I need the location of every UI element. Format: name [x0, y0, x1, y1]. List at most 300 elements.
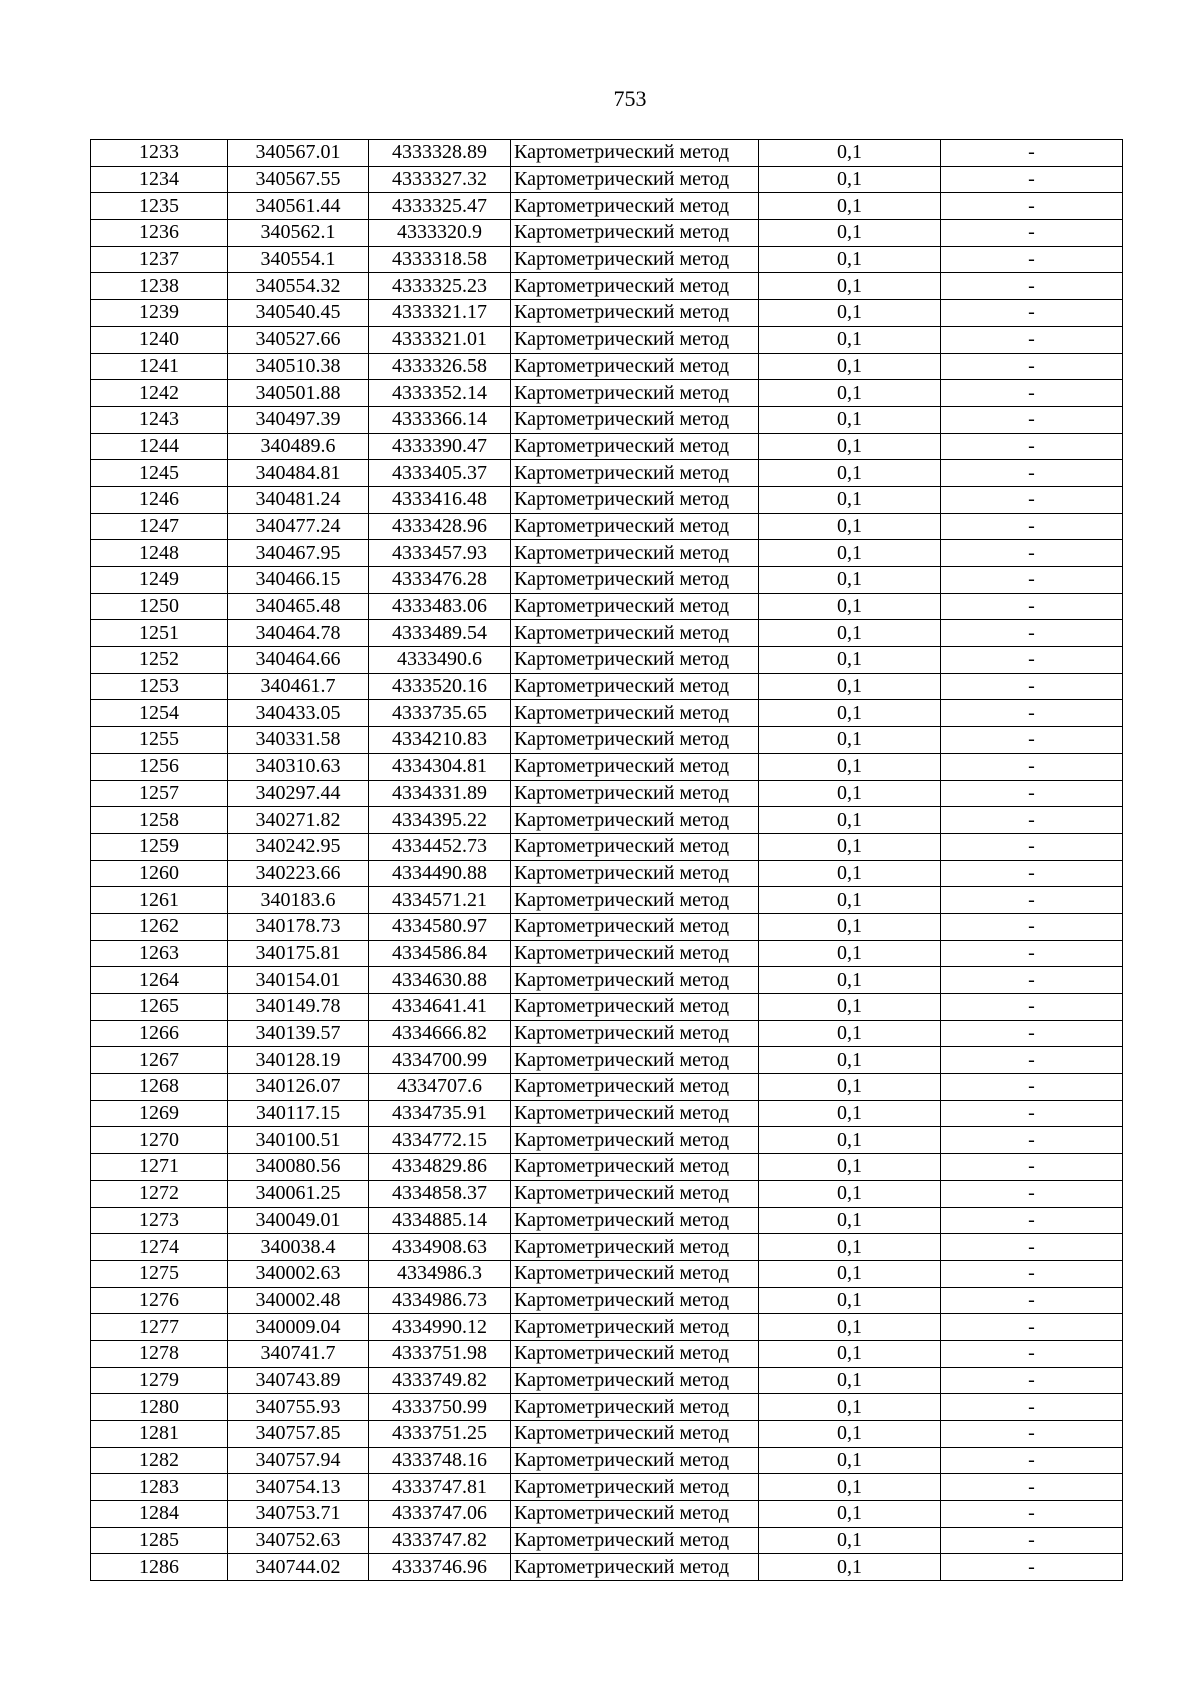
note-cell: -	[941, 887, 1123, 914]
accuracy-cell: 0,1	[759, 1127, 941, 1154]
accuracy-cell: 0,1	[759, 460, 941, 487]
x-coordinate-cell: 340757.94	[228, 1447, 369, 1474]
x-coordinate-cell: 340497.39	[228, 406, 369, 433]
y-coordinate-cell: 4333416.48	[369, 486, 511, 513]
table-row	[91, 300, 1123, 327]
table-row	[91, 273, 1123, 300]
table-row	[91, 994, 1123, 1021]
method-cell: Картометрический метод	[511, 967, 759, 994]
accuracy-cell: 0,1	[759, 140, 941, 167]
method-cell: Картометрический метод	[511, 727, 759, 754]
point-number-cell: 1283	[91, 1474, 228, 1501]
table-row	[91, 1180, 1123, 1207]
y-coordinate-cell: 4334908.63	[369, 1234, 511, 1261]
y-coordinate-cell: 4333428.96	[369, 513, 511, 540]
method-cell: Картометрический метод	[511, 326, 759, 353]
accuracy-cell: 0,1	[759, 1394, 941, 1421]
x-coordinate-cell: 340149.78	[228, 994, 369, 1021]
table-row	[91, 780, 1123, 807]
point-number-cell: 1243	[91, 406, 228, 433]
table-row	[91, 1527, 1123, 1554]
method-cell: Картометрический метод	[511, 1367, 759, 1394]
note-cell: -	[941, 673, 1123, 700]
point-number-cell: 1268	[91, 1074, 228, 1101]
table-row	[91, 1340, 1123, 1367]
point-number-cell: 1273	[91, 1207, 228, 1234]
table-row	[91, 1554, 1123, 1581]
note-cell: -	[941, 727, 1123, 754]
table-row	[91, 460, 1123, 487]
point-number-cell: 1285	[91, 1527, 228, 1554]
table-row	[91, 1207, 1123, 1234]
x-coordinate-cell: 340271.82	[228, 807, 369, 834]
table-row	[91, 540, 1123, 567]
y-coordinate-cell: 4333751.25	[369, 1421, 511, 1448]
method-cell: Картометрический метод	[511, 1234, 759, 1261]
accuracy-cell: 0,1	[759, 1474, 941, 1501]
table-row	[91, 1421, 1123, 1448]
note-cell: -	[941, 193, 1123, 220]
y-coordinate-cell: 4333746.96	[369, 1554, 511, 1581]
table-row	[91, 193, 1123, 220]
x-coordinate-cell: 340310.63	[228, 753, 369, 780]
accuracy-cell: 0,1	[759, 1421, 941, 1448]
table-row	[91, 140, 1123, 167]
table-row	[91, 1100, 1123, 1127]
accuracy-cell: 0,1	[759, 433, 941, 460]
method-cell: Картометрический метод	[511, 1527, 759, 1554]
note-cell: -	[941, 326, 1123, 353]
note-cell: -	[941, 1287, 1123, 1314]
accuracy-cell: 0,1	[759, 887, 941, 914]
accuracy-cell: 0,1	[759, 406, 941, 433]
table-row	[91, 513, 1123, 540]
point-number-cell: 1270	[91, 1127, 228, 1154]
x-coordinate-cell: 340753.71	[228, 1501, 369, 1528]
method-cell: Картометрический метод	[511, 1340, 759, 1367]
y-coordinate-cell: 4333321.17	[369, 300, 511, 327]
note-cell: -	[941, 807, 1123, 834]
note-cell: -	[941, 994, 1123, 1021]
table-row	[91, 326, 1123, 353]
point-number-cell: 1265	[91, 994, 228, 1021]
note-cell: -	[941, 860, 1123, 887]
point-number-cell: 1249	[91, 567, 228, 594]
table-row	[91, 913, 1123, 940]
method-cell: Картометрический метод	[511, 860, 759, 887]
y-coordinate-cell: 4333366.14	[369, 406, 511, 433]
point-number-cell: 1266	[91, 1020, 228, 1047]
point-number-cell: 1278	[91, 1340, 228, 1367]
note-cell: -	[941, 166, 1123, 193]
point-number-cell: 1251	[91, 620, 228, 647]
point-number-cell: 1260	[91, 860, 228, 887]
method-cell: Картометрический метод	[511, 380, 759, 407]
point-number-cell: 1264	[91, 967, 228, 994]
y-coordinate-cell: 4333325.47	[369, 193, 511, 220]
accuracy-cell: 0,1	[759, 860, 941, 887]
point-number-cell: 1279	[91, 1367, 228, 1394]
x-coordinate-cell: 340561.44	[228, 193, 369, 220]
y-coordinate-cell: 4334707.6	[369, 1074, 511, 1101]
table-row	[91, 353, 1123, 380]
method-cell: Картометрический метод	[511, 940, 759, 967]
x-coordinate-cell: 340002.63	[228, 1260, 369, 1287]
table-row	[91, 1260, 1123, 1287]
point-number-cell: 1276	[91, 1287, 228, 1314]
note-cell: -	[941, 700, 1123, 727]
method-cell: Картометрический метод	[511, 1127, 759, 1154]
table-row	[91, 753, 1123, 780]
y-coordinate-cell: 4334452.73	[369, 833, 511, 860]
method-cell: Картометрический метод	[511, 887, 759, 914]
x-coordinate-cell: 340002.48	[228, 1287, 369, 1314]
y-coordinate-cell: 4333735.65	[369, 700, 511, 727]
accuracy-cell: 0,1	[759, 353, 941, 380]
table-row	[91, 1367, 1123, 1394]
y-coordinate-cell: 4333490.6	[369, 647, 511, 674]
x-coordinate-cell: 340242.95	[228, 833, 369, 860]
note-cell: -	[941, 380, 1123, 407]
note-cell: -	[941, 1100, 1123, 1127]
x-coordinate-cell: 340297.44	[228, 780, 369, 807]
note-cell: -	[941, 486, 1123, 513]
note-cell: -	[941, 353, 1123, 380]
accuracy-cell: 0,1	[759, 1154, 941, 1181]
y-coordinate-cell: 4333457.93	[369, 540, 511, 567]
method-cell: Картометрический метод	[511, 460, 759, 487]
accuracy-cell: 0,1	[759, 620, 941, 647]
point-number-cell: 1236	[91, 220, 228, 247]
table-row	[91, 1154, 1123, 1181]
accuracy-cell: 0,1	[759, 220, 941, 247]
note-cell: -	[941, 273, 1123, 300]
table-row	[91, 1234, 1123, 1261]
page-number: 753	[613, 86, 647, 111]
y-coordinate-cell: 4333352.14	[369, 380, 511, 407]
note-cell: -	[941, 1074, 1123, 1101]
table-row	[91, 1047, 1123, 1074]
table-row	[91, 246, 1123, 273]
accuracy-cell: 0,1	[759, 967, 941, 994]
x-coordinate-cell: 340128.19	[228, 1047, 369, 1074]
y-coordinate-cell: 4333321.01	[369, 326, 511, 353]
y-coordinate-cell: 4334586.84	[369, 940, 511, 967]
x-coordinate-cell: 340178.73	[228, 913, 369, 940]
table-row	[91, 220, 1123, 247]
accuracy-cell: 0,1	[759, 1180, 941, 1207]
accuracy-cell: 0,1	[759, 486, 941, 513]
accuracy-cell: 0,1	[759, 1501, 941, 1528]
x-coordinate-cell: 340755.93	[228, 1394, 369, 1421]
accuracy-cell: 0,1	[759, 166, 941, 193]
point-number-cell: 1286	[91, 1554, 228, 1581]
table-row	[91, 700, 1123, 727]
table-row	[91, 620, 1123, 647]
point-number-cell: 1247	[91, 513, 228, 540]
point-number-cell: 1256	[91, 753, 228, 780]
x-coordinate-cell: 340752.63	[228, 1527, 369, 1554]
table-row	[91, 486, 1123, 513]
table-row	[91, 1074, 1123, 1101]
y-coordinate-cell: 4334630.88	[369, 967, 511, 994]
accuracy-cell: 0,1	[759, 833, 941, 860]
note-cell: -	[941, 1554, 1123, 1581]
x-coordinate-cell: 340464.78	[228, 620, 369, 647]
accuracy-cell: 0,1	[759, 300, 941, 327]
note-cell: -	[941, 1527, 1123, 1554]
note-cell: -	[941, 1367, 1123, 1394]
table-row	[91, 567, 1123, 594]
x-coordinate-cell: 340100.51	[228, 1127, 369, 1154]
x-coordinate-cell: 340038.4	[228, 1234, 369, 1261]
accuracy-cell: 0,1	[759, 1260, 941, 1287]
x-coordinate-cell: 340126.07	[228, 1074, 369, 1101]
note-cell: -	[941, 1180, 1123, 1207]
x-coordinate-cell: 340481.24	[228, 486, 369, 513]
note-cell: -	[941, 1314, 1123, 1341]
method-cell: Картометрический метод	[511, 193, 759, 220]
method-cell: Картометрический метод	[511, 486, 759, 513]
table-row	[91, 807, 1123, 834]
method-cell: Картометрический метод	[511, 1074, 759, 1101]
point-number-cell: 1257	[91, 780, 228, 807]
x-coordinate-cell: 340757.85	[228, 1421, 369, 1448]
point-number-cell: 1261	[91, 887, 228, 914]
accuracy-cell: 0,1	[759, 940, 941, 967]
x-coordinate-cell: 340183.6	[228, 887, 369, 914]
method-cell: Картометрический метод	[511, 300, 759, 327]
note-cell: -	[941, 967, 1123, 994]
method-cell: Картометрический метод	[511, 1394, 759, 1421]
method-cell: Картометрический метод	[511, 513, 759, 540]
method-cell: Картометрический метод	[511, 220, 759, 247]
table-row	[91, 727, 1123, 754]
x-coordinate-cell: 340175.81	[228, 940, 369, 967]
point-number-cell: 1240	[91, 326, 228, 353]
table-row	[91, 1474, 1123, 1501]
point-number-cell: 1271	[91, 1154, 228, 1181]
accuracy-cell: 0,1	[759, 1047, 941, 1074]
table-row	[91, 1287, 1123, 1314]
note-cell: -	[941, 300, 1123, 327]
y-coordinate-cell: 4333747.81	[369, 1474, 511, 1501]
note-cell: -	[941, 593, 1123, 620]
method-cell: Картометрический метод	[511, 753, 759, 780]
note-cell: -	[941, 1127, 1123, 1154]
x-coordinate-cell: 340527.66	[228, 326, 369, 353]
y-coordinate-cell: 4334772.15	[369, 1127, 511, 1154]
y-coordinate-cell: 4333747.82	[369, 1527, 511, 1554]
method-cell: Картометрический метод	[511, 1554, 759, 1581]
table-row	[91, 673, 1123, 700]
table-row	[91, 647, 1123, 674]
accuracy-cell: 0,1	[759, 994, 941, 1021]
point-number-cell: 1277	[91, 1314, 228, 1341]
method-cell: Картометрический метод	[511, 246, 759, 273]
y-coordinate-cell: 4333325.23	[369, 273, 511, 300]
x-coordinate-cell: 340743.89	[228, 1367, 369, 1394]
x-coordinate-cell: 340501.88	[228, 380, 369, 407]
x-coordinate-cell: 340467.95	[228, 540, 369, 567]
point-number-cell: 1242	[91, 380, 228, 407]
method-cell: Картометрический метод	[511, 166, 759, 193]
table-row	[91, 1314, 1123, 1341]
y-coordinate-cell: 4333390.47	[369, 433, 511, 460]
note-cell: -	[941, 1154, 1123, 1181]
method-cell: Картометрический метод	[511, 1047, 759, 1074]
method-cell: Картометрический метод	[511, 1207, 759, 1234]
y-coordinate-cell: 4334986.3	[369, 1260, 511, 1287]
point-number-cell: 1237	[91, 246, 228, 273]
point-number-cell: 1244	[91, 433, 228, 460]
table-row	[91, 940, 1123, 967]
method-cell: Картометрический метод	[511, 540, 759, 567]
accuracy-cell: 0,1	[759, 513, 941, 540]
note-cell: -	[941, 1447, 1123, 1474]
y-coordinate-cell: 4334490.88	[369, 860, 511, 887]
accuracy-cell: 0,1	[759, 1020, 941, 1047]
accuracy-cell: 0,1	[759, 246, 941, 273]
point-number-cell: 1234	[91, 166, 228, 193]
table-row	[91, 433, 1123, 460]
x-coordinate-cell: 340117.15	[228, 1100, 369, 1127]
point-number-cell: 1238	[91, 273, 228, 300]
note-cell: -	[941, 513, 1123, 540]
y-coordinate-cell: 4333489.54	[369, 620, 511, 647]
y-coordinate-cell: 4334990.12	[369, 1314, 511, 1341]
note-cell: -	[941, 246, 1123, 273]
x-coordinate-cell: 340567.01	[228, 140, 369, 167]
y-coordinate-cell: 4333405.37	[369, 460, 511, 487]
note-cell: -	[941, 1207, 1123, 1234]
point-number-cell: 1255	[91, 727, 228, 754]
point-number-cell: 1259	[91, 833, 228, 860]
method-cell: Картометрический метод	[511, 700, 759, 727]
note-cell: -	[941, 1501, 1123, 1528]
accuracy-cell: 0,1	[759, 326, 941, 353]
accuracy-cell: 0,1	[759, 753, 941, 780]
y-coordinate-cell: 4333520.16	[369, 673, 511, 700]
accuracy-cell: 0,1	[759, 1234, 941, 1261]
note-cell: -	[941, 406, 1123, 433]
method-cell: Картометрический метод	[511, 913, 759, 940]
note-cell: -	[941, 1020, 1123, 1047]
x-coordinate-cell: 340754.13	[228, 1474, 369, 1501]
x-coordinate-cell: 340489.6	[228, 433, 369, 460]
y-coordinate-cell: 4333748.16	[369, 1447, 511, 1474]
note-cell: -	[941, 833, 1123, 860]
y-coordinate-cell: 4333483.06	[369, 593, 511, 620]
point-number-cell: 1250	[91, 593, 228, 620]
point-number-cell: 1245	[91, 460, 228, 487]
point-number-cell: 1254	[91, 700, 228, 727]
x-coordinate-cell: 340477.24	[228, 513, 369, 540]
method-cell: Картометрический метод	[511, 273, 759, 300]
point-number-cell: 1258	[91, 807, 228, 834]
point-number-cell: 1269	[91, 1100, 228, 1127]
x-coordinate-cell: 340154.01	[228, 967, 369, 994]
x-coordinate-cell: 340009.04	[228, 1314, 369, 1341]
y-coordinate-cell: 4334641.41	[369, 994, 511, 1021]
point-number-cell: 1282	[91, 1447, 228, 1474]
point-number-cell: 1274	[91, 1234, 228, 1261]
accuracy-cell: 0,1	[759, 1287, 941, 1314]
y-coordinate-cell: 4334700.99	[369, 1047, 511, 1074]
accuracy-cell: 0,1	[759, 647, 941, 674]
note-cell: -	[941, 753, 1123, 780]
y-coordinate-cell: 4333318.58	[369, 246, 511, 273]
y-coordinate-cell: 4334858.37	[369, 1180, 511, 1207]
method-cell: Картометрический метод	[511, 593, 759, 620]
point-number-cell: 1253	[91, 673, 228, 700]
table-row	[91, 833, 1123, 860]
note-cell: -	[941, 1340, 1123, 1367]
table-row	[91, 1020, 1123, 1047]
x-coordinate-cell: 340080.56	[228, 1154, 369, 1181]
accuracy-cell: 0,1	[759, 1340, 941, 1367]
y-coordinate-cell: 4334735.91	[369, 1100, 511, 1127]
y-coordinate-cell: 4333320.9	[369, 220, 511, 247]
x-coordinate-cell: 340484.81	[228, 460, 369, 487]
method-cell: Картометрический метод	[511, 1020, 759, 1047]
y-coordinate-cell: 4334331.89	[369, 780, 511, 807]
x-coordinate-cell: 340510.38	[228, 353, 369, 380]
y-coordinate-cell: 4334210.83	[369, 727, 511, 754]
note-cell: -	[941, 1421, 1123, 1448]
method-cell: Картометрический метод	[511, 140, 759, 167]
method-cell: Картометрический метод	[511, 673, 759, 700]
note-cell: -	[941, 647, 1123, 674]
x-coordinate-cell: 340061.25	[228, 1180, 369, 1207]
point-number-cell: 1252	[91, 647, 228, 674]
accuracy-cell: 0,1	[759, 727, 941, 754]
accuracy-cell: 0,1	[759, 1367, 941, 1394]
method-cell: Картометрический метод	[511, 1501, 759, 1528]
y-coordinate-cell: 4334666.82	[369, 1020, 511, 1047]
x-coordinate-cell: 340554.32	[228, 273, 369, 300]
method-cell: Картометрический метод	[511, 1154, 759, 1181]
method-cell: Картометрический метод	[511, 647, 759, 674]
note-cell: -	[941, 780, 1123, 807]
table-row	[91, 1501, 1123, 1528]
method-cell: Картометрический метод	[511, 1447, 759, 1474]
y-coordinate-cell: 4334885.14	[369, 1207, 511, 1234]
accuracy-cell: 0,1	[759, 273, 941, 300]
y-coordinate-cell: 4334580.97	[369, 913, 511, 940]
point-number-cell: 1235	[91, 193, 228, 220]
method-cell: Картометрический метод	[511, 807, 759, 834]
y-coordinate-cell: 4333476.28	[369, 567, 511, 594]
table-row	[91, 593, 1123, 620]
y-coordinate-cell: 4334304.81	[369, 753, 511, 780]
y-coordinate-cell: 4333751.98	[369, 1340, 511, 1367]
point-number-cell: 1262	[91, 913, 228, 940]
coordinates-table	[90, 139, 1123, 1581]
point-number-cell: 1248	[91, 540, 228, 567]
y-coordinate-cell: 4333749.82	[369, 1367, 511, 1394]
method-cell: Картометрический метод	[511, 567, 759, 594]
x-coordinate-cell: 340464.66	[228, 647, 369, 674]
note-cell: -	[941, 913, 1123, 940]
note-cell: -	[941, 620, 1123, 647]
x-coordinate-cell: 340223.66	[228, 860, 369, 887]
point-number-cell: 1241	[91, 353, 228, 380]
method-cell: Картометрический метод	[511, 1260, 759, 1287]
note-cell: -	[941, 1474, 1123, 1501]
accuracy-cell: 0,1	[759, 567, 941, 594]
x-coordinate-cell: 340554.1	[228, 246, 369, 273]
